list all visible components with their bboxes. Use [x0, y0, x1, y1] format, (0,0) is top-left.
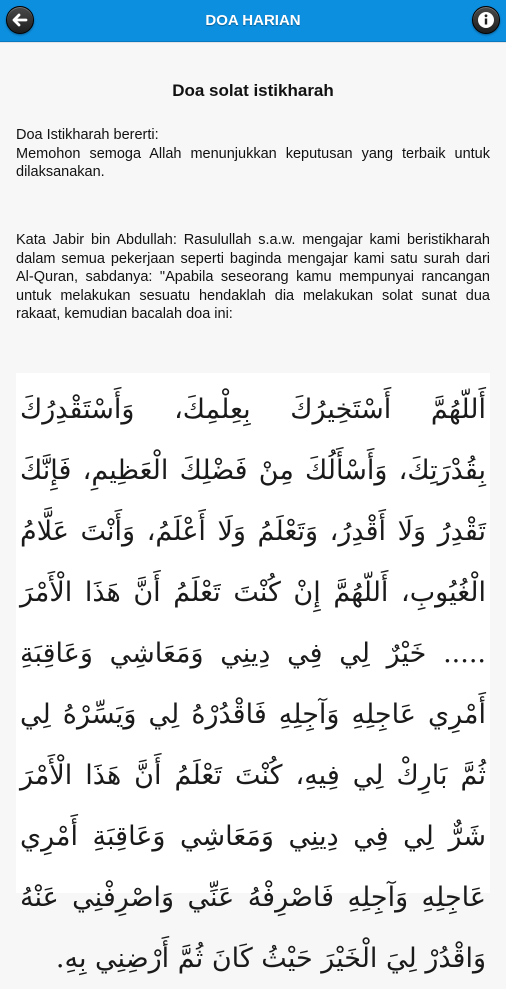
- hadith-paragraph: Kata Jabir bin Abdullah: Rasulullah s.a.w. mengajar kami beristikharah dalam semua pekerjaan seperti baginda mengajar kami satu surah dari Al-Quran, sabdanya: "Apabila seseorang kamu mempunyai rancangan untuk melakukan sesuatu hendaklah dia melakukan solat sunat dua rakaat, kemudian bacalah doa ini:: [16, 232, 490, 322]
- back-button[interactable]: [6, 6, 34, 34]
- arabic-doa-text: أَللّهُمَّ أَسْتَخِيرُكَ بِعِلْمِكَ، وَأَسْتَقْدِرُكَ بِقُدْرَتِكَ، وَأَسْأَلُكَ مِنْ فَضْلِكَ الْعَظِيمِ، فَإِنَّكَ تَقْدِرُ وَلَا أَقْدِرُ، وَتَعْلَمُ وَلَا أَعْلَمُ، وَأَنْتَ عَلَّامُ الْغُيُوبِ، أَللّهُمَّ إِنْ كُنْتَ تَعْلَمُ أَنَّ هَذَا الْأَمْرَ ..... خَيْرٌ لِي فِي دِينِي وَمَعَاشِي وَعَاقِبَةِ أَمْرِي عَاجِلِهِ وَآجِلِهِ فَاقْدُرْهُ لِي وَيَسِّرْهُ لِي ثُمَّ بَارِكْ لِي فِيهِ، كُنْتَ تَعْلَمُ أَنَّ هَذَا الْأَمْرَ شَرٌّ لِي فِي دِينِي وَمَعَاشِي وَعَاقِبَةِ أَمْرِي عَاجِلِهِ وَآجِلِهِ فَاصْرِفْهُ عَنِّي وَاصْرِفْنِي عَنْهُ وَاقْدُرْ لِيَ الْخَيْرَ حَيْثُ كَانَ ثُمَّ أَرْضِنِي بِهِ.: [16, 373, 490, 893]
- article-heading: Doa solat istikharah: [172, 81, 334, 100]
- article-content: [0, 42, 506, 974]
- top-app-bar: [0, 0, 506, 42]
- meaning-paragraph: Doa Istikharah bererti: Memohon semoga Allah menunjukkan keputusan yang terbaik untuk dilaksanakan.: [16, 127, 490, 180]
- info-button[interactable]: [472, 6, 500, 34]
- app-title: DOA HARIAN: [205, 12, 301, 29]
